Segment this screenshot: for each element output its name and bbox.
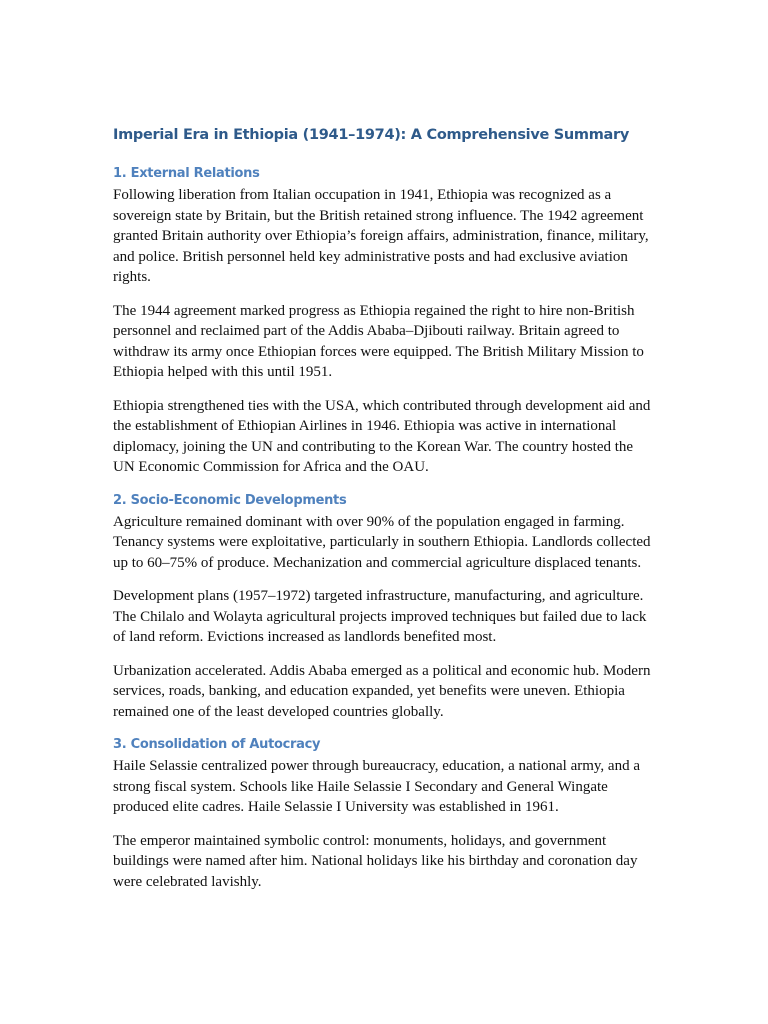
paragraph: The emperor maintained symbolic control: monuments, holidays, and government buildings were named after him. National holidays like his birthday and coronation day were celebrated lavishly. <box>113 832 638 890</box>
section-external-relations <box>113 164 658 478</box>
document-title: Imperial Era in Ethiopia (1941–1974): A Comprehensive Summary <box>113 127 630 143</box>
section-heading: 1. External Relations <box>113 166 260 181</box>
section-heading: 2. Socio-Economic Developments <box>113 492 347 508</box>
paragraph: The 1944 agreement marked progress as Ethiopia regained the right to hire non-British personnel and reclaimed part of the Addis Ababa–Djibouti railway. Britain agreed to withdraw its army once Ethiopian forces were equipped. The British Military Mission to Ethiopia helped with this until 1951. <box>113 302 644 380</box>
paragraph: Development plans (1957–1972) targeted infrastructure, manufacturing, and agriculture. The Chilalo and Wolayta agricultural projects improved techniques but failed due to lack of land reform. Evictions increased as landlords benefited most. <box>113 588 647 645</box>
paragraph: Agriculture remained dominant with over 90% of the population engaged in farming. Tenancy systems were exploitative, particularly in southern Ethiopia. Landlords collected up to 60–75% of produce. Mechanization and commercial agriculture displaced tenants. <box>113 513 651 571</box>
paragraph: Ethiopia strengthened ties with the USA, which contributed through development aid and the establishment of Ethiopian Airlines in 1946. Ethiopia was active in international diplomacy, joining the UN and contributing to the Korean War. The country hosted the UN Economic Commission for Africa and the OAU. <box>113 397 651 475</box>
paragraph: Haile Selassie centralized power through bureaucracy, education, a national army, and a strong fiscal system. Schools like Haile Selassie I Secondary and General Wingate produced elite cadres. Haile Selassie I University was established in 1961. <box>113 758 640 815</box>
paragraph: Following liberation from Italian occupation in 1941, Ethiopia was recognized as a sovereign state by Britain, but the British retained strong influence. The 1942 agreement granted Britain authority over Ethiopia’s foreign affairs, administration, finance, military, and police. British personnel held key administrative posts and had exclusive aviation rights. <box>113 187 649 285</box>
document-page <box>113 122 658 905</box>
section-heading: 3. Consolidation of Autocracy <box>113 737 321 752</box>
section-consolidation-of-autocracy <box>113 735 658 892</box>
paragraph: Urbanization accelerated. Addis Ababa emerged as a political and economic hub. Modern services, roads, banking, and education expanded, yet benefits were uneven. Ethiopia remained one of the least developed countries globally. <box>113 662 651 720</box>
section-socio-economic-developments <box>113 491 658 723</box>
